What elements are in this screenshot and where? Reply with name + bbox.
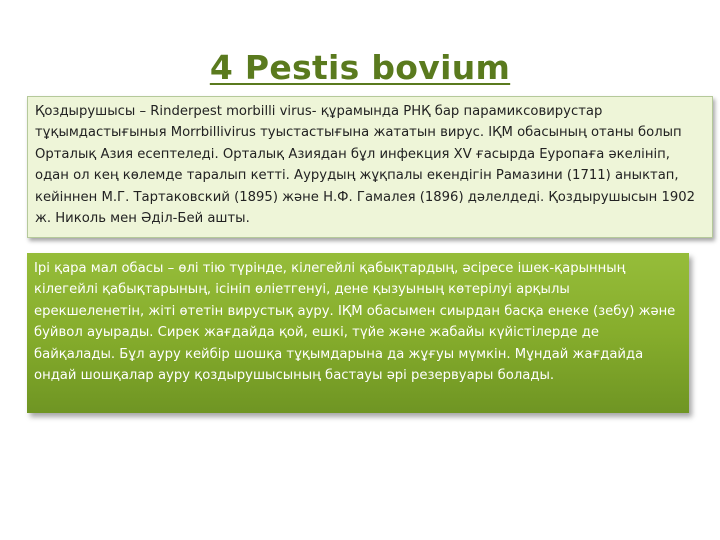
description-text-box: Ірі қара мал обасы – өлі тію түрінде, кілегейлі қабықтардың, әсіресе ішек-қарынның кілегейлі қабықтарының, ісініп өліетгенуі, дене қызуының көтерілуі арқылы ерекшеленетін, жіті өтетін вирустық ауру. ІҚМ обасымен сиырдан басқа енеке (зебу) және буйвол ауырады. Сирек жағдайда қой, ешкі, түйе және жабайы күйістілерде де байқалады. Бұл ауру кейбір шошқа тұқымдарына да жұғуы мүмкін. Мұндай жағдайда ондай шошқалар ауру қоздырушысының бастауы әрі резервуары болады. [27, 253, 689, 413]
definition-text-box: Қоздырушысы – Rinderpest morbilli virus- құрамында РНҚ бар парамиксовирустар тұқымдастығыныя Morrbillivirus туыстастығына жататын вирус. ІҚМ обасының отаны болып Орталық Азия есептеледі. Орталық Азиядан бұл инфекция XV ғасырда Еуропаға әкелініп, одан ол кең көлемде таралып кетті. Аурудың жұқпалы екендігін Рамазини (1711) аныктап, кейіннен М.Г. Тартаковский (1895) және Н.Ф. Гамалея (1896) дәлелдеді. Қоздырушысын 1902 ж. Николь мен Әділ-Бей ашты. [27, 96, 713, 238]
slide-title-text: 4 Pestis bovium [209, 48, 511, 87]
slide-title [0, 48, 720, 87]
